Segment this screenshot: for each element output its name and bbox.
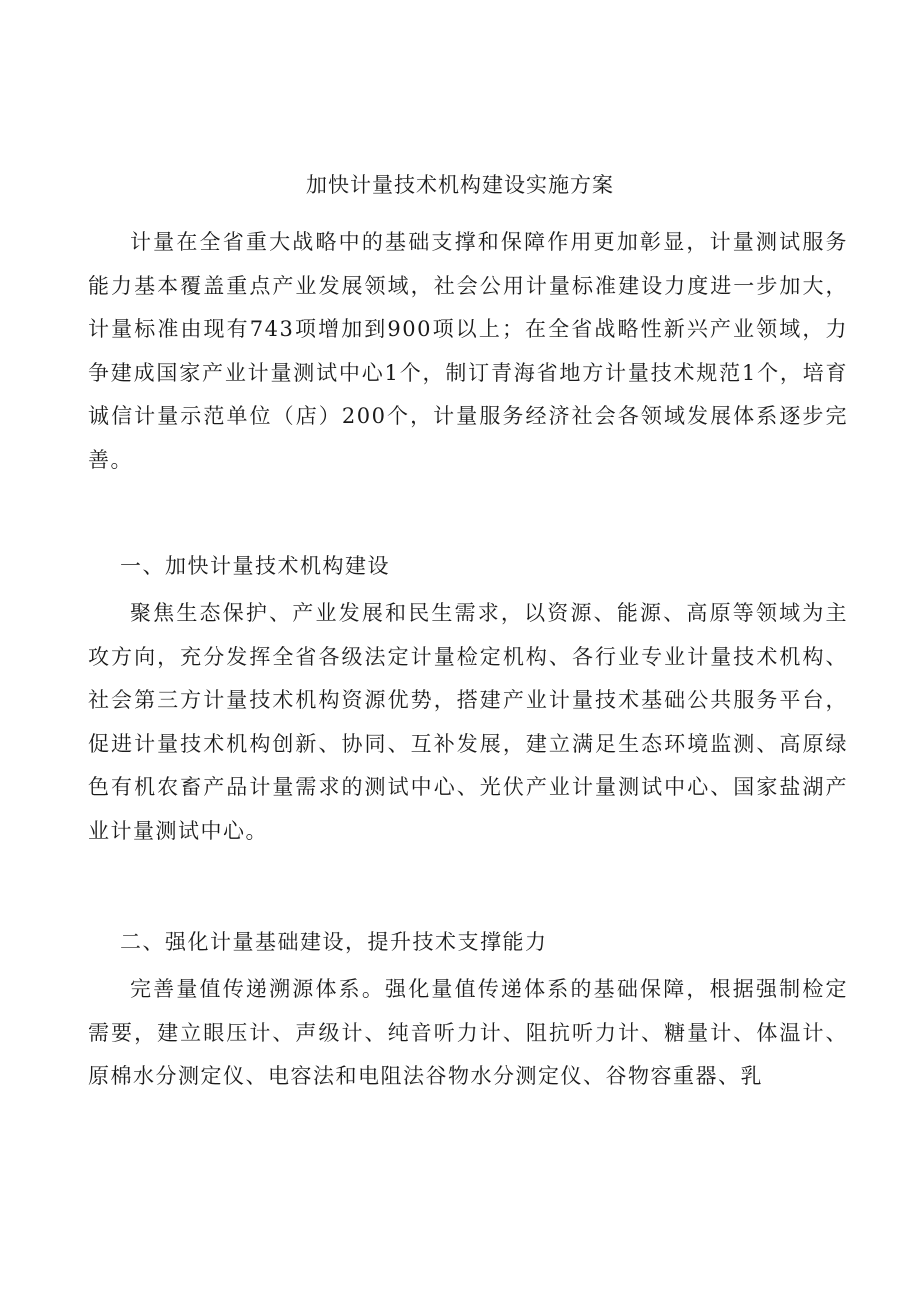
section-1-paragraph: 聚焦生态保护、产业发展和民生需求，以资源、能源、高原等领域为主攻方向，充分发挥全省各级法定计量检定机构、各行业专业计量技术机构、社会第三方计量技术机构资源优势，搭建产业计量技术基础公共服务平台，促进计量技术机构创新、协同、互补发展，建立满足生态环境监测、高原绿色有机农畜产品计量需求的测试中心、光伏产业计量测试中心、国家盐湖产业计量测试中心。 bbox=[88, 601, 848, 843]
section-heading-2: 二、强化计量基础建设，提升技术支撑能力 bbox=[120, 930, 548, 954]
section-heading-1: 一、加快计量技术机构建设 bbox=[120, 554, 390, 578]
section-2-paragraph: 完善量值传递溯源体系。强化量值传递体系的基础保障，根据强制检定需要，建立眼压计、声级计、纯音听力计、阻抗听力计、糖量计、体温计、原棉水分测定仪、电容法和电阻法谷物水分测定仪、谷物容重器、乳 bbox=[88, 977, 848, 1088]
document-title: 加快计量技术机构建设实施方案 bbox=[306, 173, 614, 197]
intro-paragraph: 计量在全省重大战略中的基础支撑和保障作用更加彰显，计量测试服务能力基本覆盖重点产业发展领域，社会公用计量标准建设力度进一步加大，计量标准由现有743项增加到900项以上；在全省战略性新兴产业领域，力争建成国家产业计量测试中心1个，制订青海省地方计量技术规范1个，培育诚信计量示范单位（店）200个，计量服务经济社会各领域发展体系逐步完善。 bbox=[88, 230, 849, 472]
